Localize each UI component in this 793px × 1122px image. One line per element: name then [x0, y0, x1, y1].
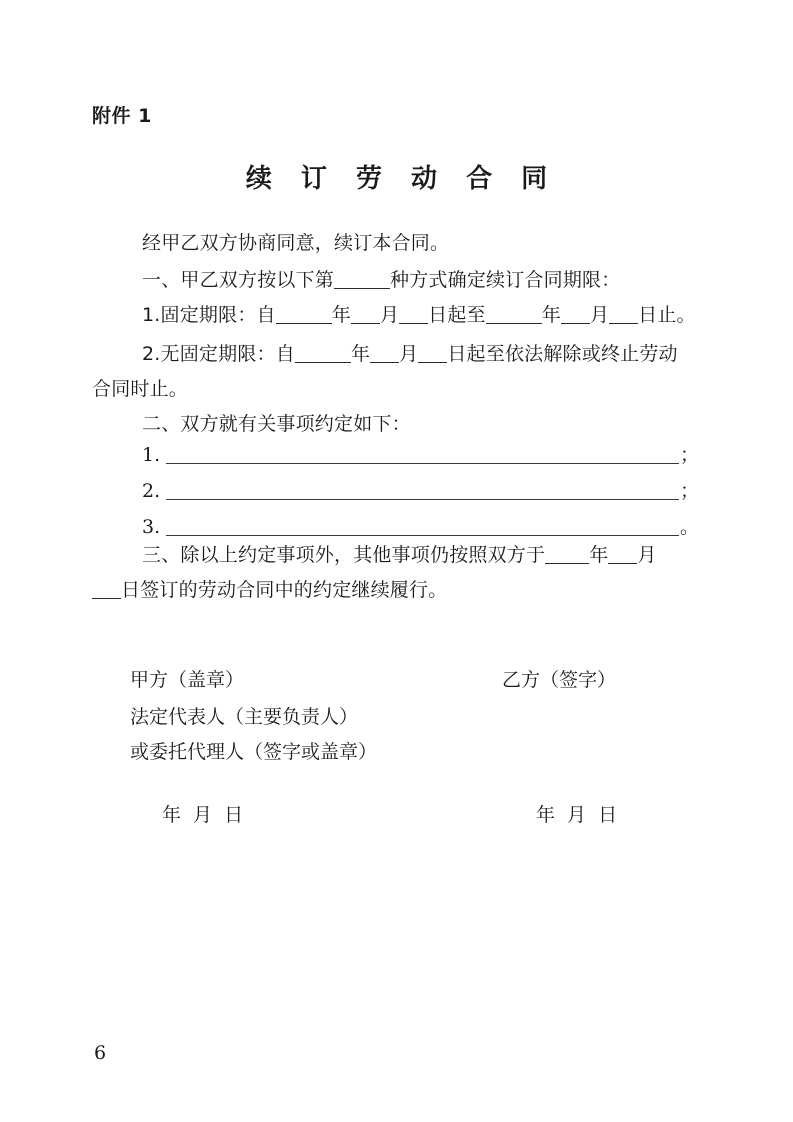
- openended-start-month-unit: 月: [399, 343, 419, 365]
- term-option-openended-number: 2.: [142, 343, 161, 365]
- fixed-start-year-unit: 年: [331, 304, 351, 326]
- fixed-end-year-unit: 年: [541, 304, 561, 326]
- agreement-item-1-input[interactable]: [166, 448, 679, 464]
- agreement-item-1-number: 1.: [142, 444, 161, 466]
- openended-start-year-unit: 年: [350, 343, 371, 365]
- fixed-end-day-unit: 日止。: [638, 304, 696, 326]
- agreement-item-2: [142, 479, 699, 503]
- page-title: 续 订 劳 动 合 同: [245, 164, 558, 194]
- fixed-start-month-blank[interactable]: [351, 309, 380, 324]
- term-option-openended-label: 无固定期限：自: [160, 343, 295, 365]
- agreement-item-1: [142, 443, 699, 467]
- agreement-item-2-number: 2.: [142, 480, 161, 502]
- clause-three-year-unit: 年: [589, 544, 609, 566]
- term-option-openended-wrap: 合同时止。: [92, 378, 189, 400]
- term-option-fixed-number: 1.: [142, 304, 161, 326]
- clause-one: [142, 268, 620, 292]
- agreement-item-3-tail: 。: [680, 516, 700, 538]
- clause-three-month-unit: 月: [637, 544, 657, 566]
- agreement-item-3: [142, 515, 699, 539]
- agreement-item-2-input[interactable]: [166, 484, 679, 500]
- openended-start-day-blank[interactable]: [418, 348, 447, 363]
- term-option-fixed: [142, 303, 696, 327]
- fixed-start-day-unit: 日起至: [428, 304, 486, 326]
- fixed-end-month-blank[interactable]: [561, 309, 590, 324]
- openended-start-day-unit: 日起至依法解除或终止劳动: [447, 343, 678, 365]
- agreement-item-3-input[interactable]: [166, 520, 679, 536]
- page-number: 6: [94, 1042, 107, 1064]
- party-a-legal-representative: 法定代表人（主要负责人）: [130, 706, 359, 728]
- clause-three-year-blank[interactable]: [545, 549, 589, 564]
- clause-three-wrap-suffix: 日签订的劳动合同中的约定继续履行。: [121, 579, 448, 601]
- fixed-start-year-blank[interactable]: [276, 309, 332, 324]
- party-b-date-line: 年 月 日: [536, 804, 621, 826]
- fixed-end-year-blank[interactable]: [486, 309, 542, 324]
- intro-paragraph: 经甲乙双方协商同意，续订本合同。: [142, 232, 450, 254]
- fixed-end-day-blank[interactable]: [609, 309, 638, 324]
- clause-two: 二、双方就有关事项约定如下：: [142, 413, 411, 435]
- clause-three: [142, 543, 657, 567]
- party-a-authorized-agent: 或委托代理人（签字或盖章）: [130, 741, 378, 763]
- attachment-label: 附件 1: [92, 105, 152, 127]
- clause-three-day-blank[interactable]: [92, 584, 121, 599]
- term-option-fixed-label: 固定期限：自: [160, 304, 276, 326]
- clause-three-month-blank[interactable]: [608, 549, 637, 564]
- party-b-title: 乙方（签字）: [502, 669, 617, 691]
- agreement-item-2-tail: ；: [680, 480, 700, 502]
- fixed-start-day-blank[interactable]: [399, 309, 428, 324]
- clause-one-blank[interactable]: [334, 274, 390, 289]
- agreement-item-3-number: 3.: [142, 516, 161, 538]
- party-a-date-line: 年 月 日: [162, 804, 247, 826]
- clause-one-suffix: 种方式确定续订合同期限：: [390, 269, 621, 291]
- clause-three-wrap: [92, 578, 447, 602]
- openended-start-year-blank[interactable]: [295, 348, 351, 363]
- fixed-end-month-unit: 月: [589, 304, 610, 326]
- clause-one-prefix: 一、甲乙双方按以下第: [142, 269, 335, 291]
- term-option-openended: [142, 342, 678, 366]
- clause-three-prefix: 三、除以上约定事项外，其他事项仍按照双方于: [142, 544, 546, 566]
- party-a-title: 甲方（盖章）: [130, 669, 245, 691]
- openended-start-month-blank[interactable]: [370, 348, 399, 363]
- fixed-start-month-unit: 月: [379, 304, 400, 326]
- agreement-item-1-tail: ；: [680, 444, 700, 466]
